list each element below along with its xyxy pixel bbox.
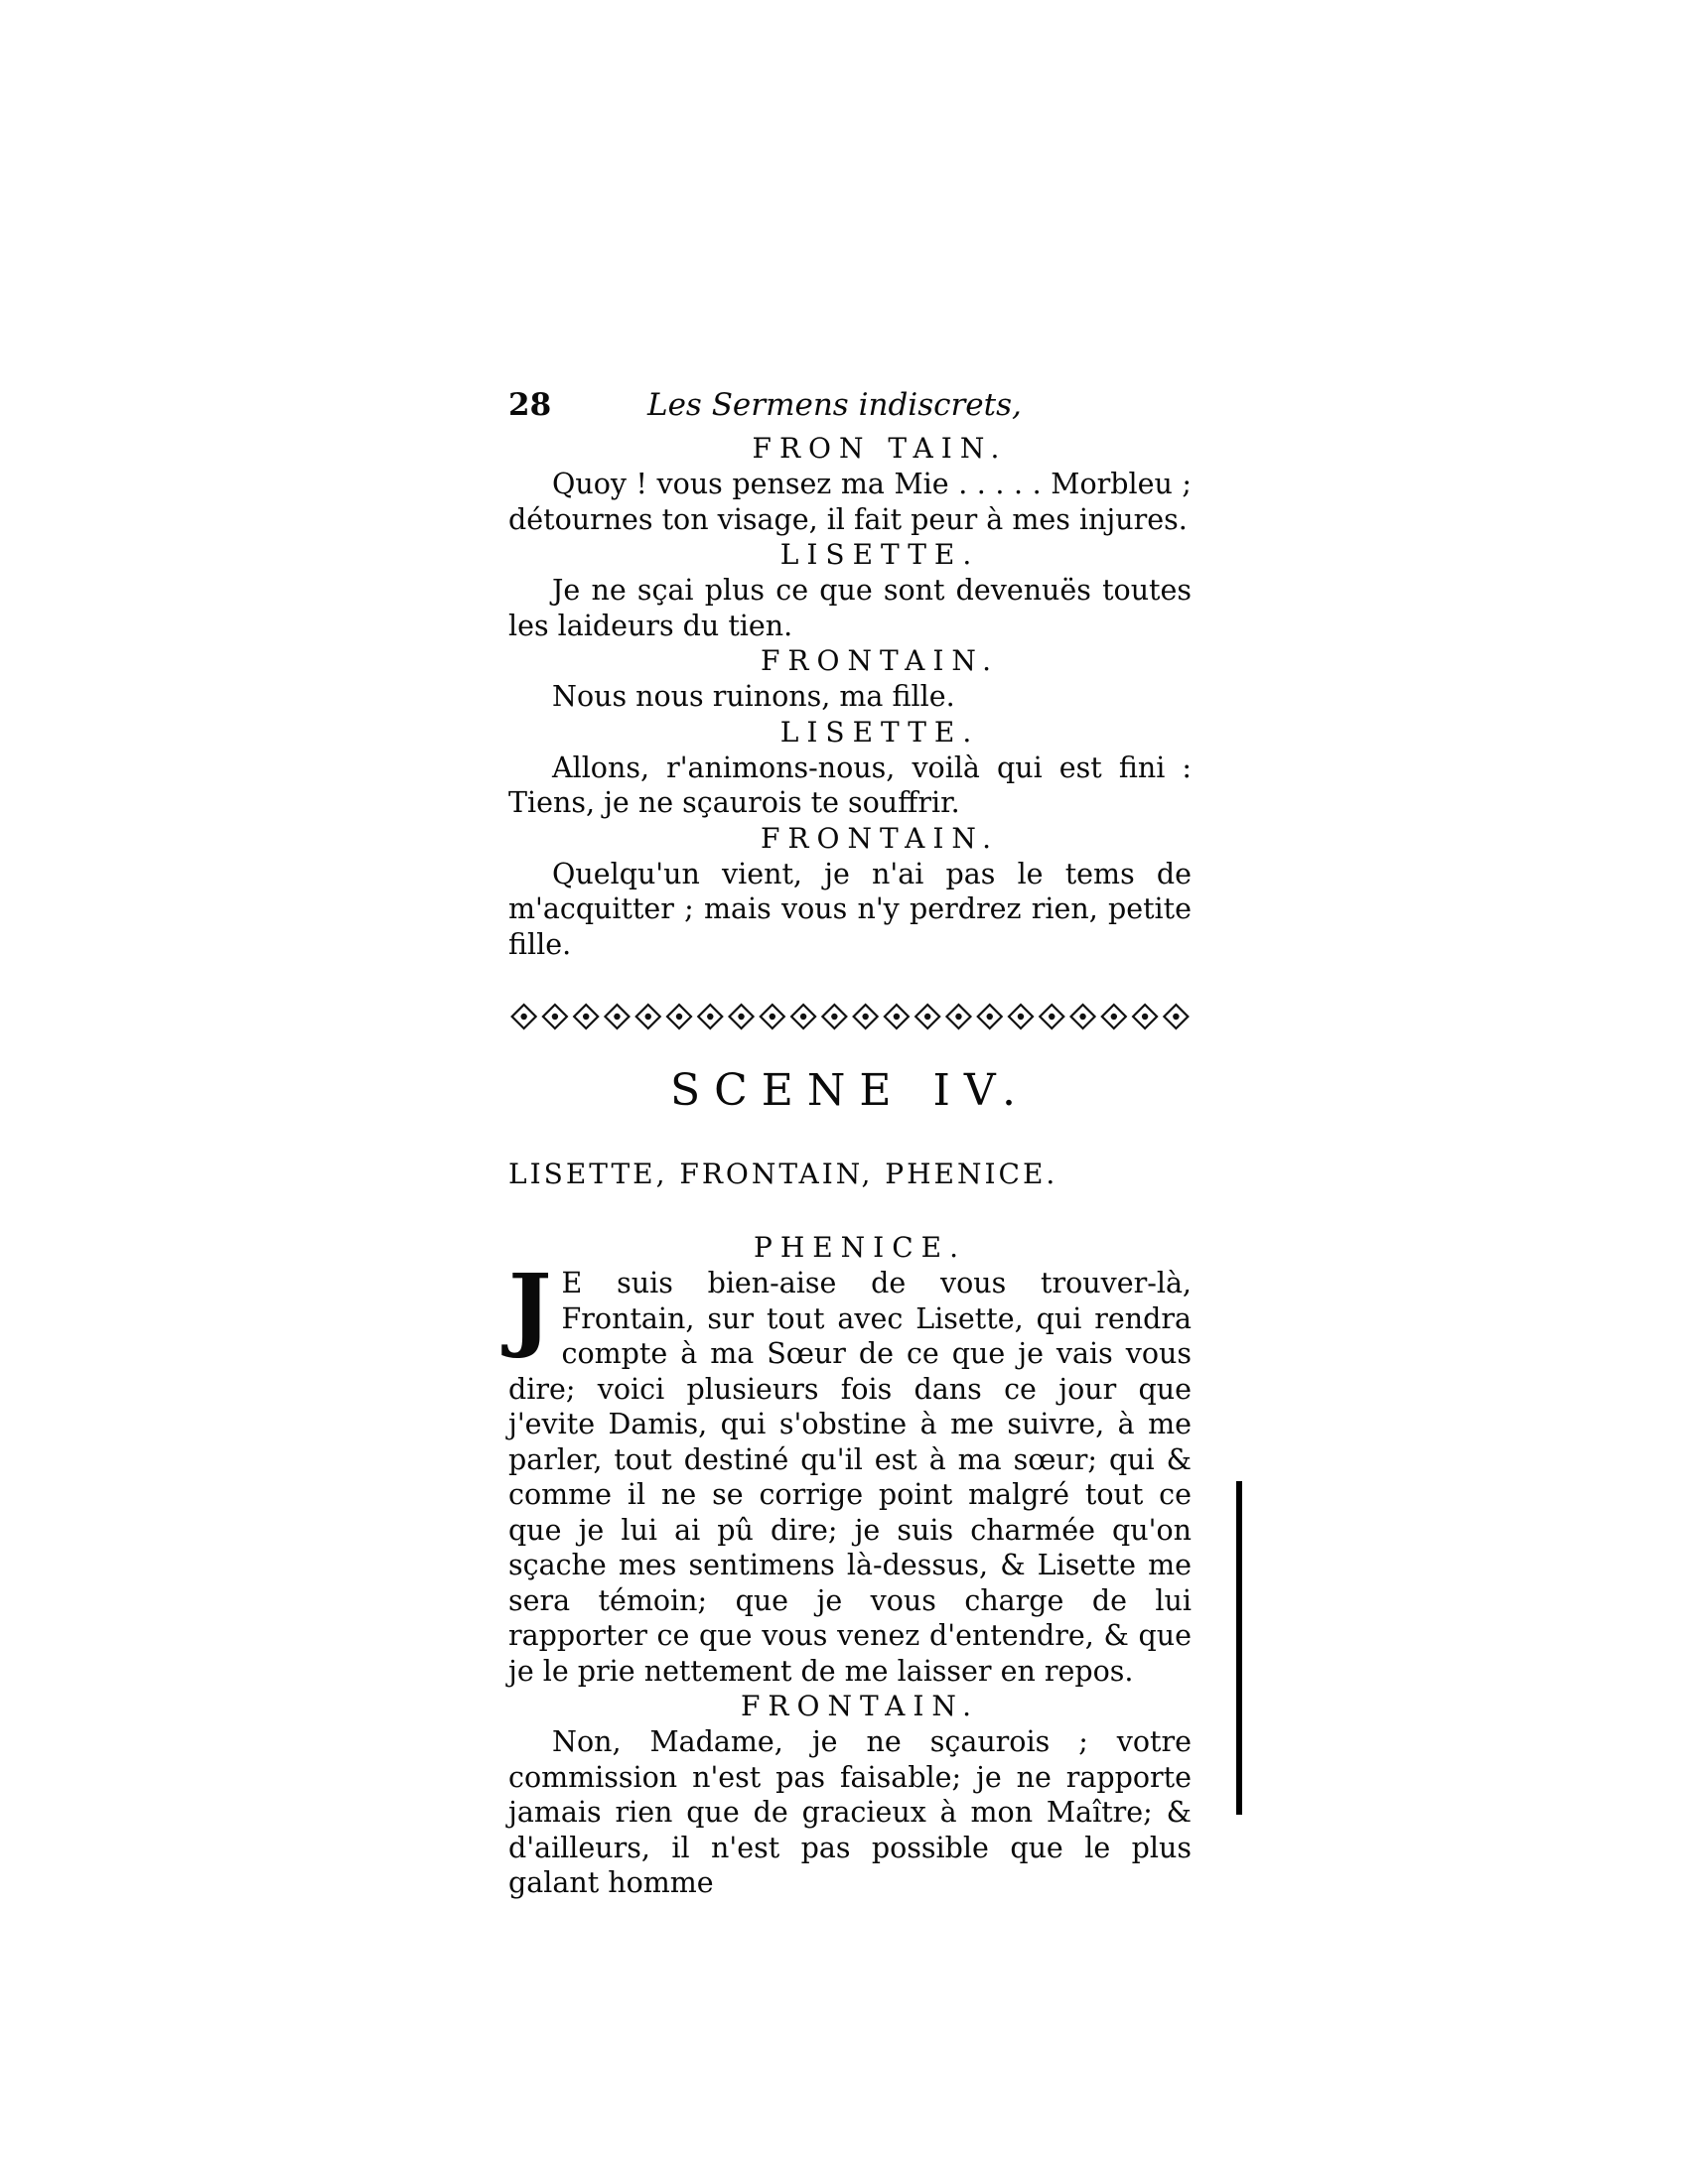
dialogue-text: J E suis bien-aise de vous trouver-là, Frontain, sur tout avec Lisette, qui rendra compte à ma Sœur de ce que je vais vous dire; voici plusieurs fois dans ce jour que j'evite Damis, qui s'obstine à me suivre, à me parler, tout destiné qu'il est à ma sœur; qui & comme il ne se corrige point malgré tout ce que je lui ai pû dire; je suis charmée qu'on sçache mes sentimens là-dessus, & Lisette me sera témoin; que je vous charge de lui rapporter ce que vous venez d'entendre, & que je le prie nettement de me laisser en repos. (508, 1254, 1192, 1688)
dialogue-block (508, 1689, 1192, 1901)
ornament-motif (698, 1005, 722, 1028)
ornament-motif (1040, 1005, 1063, 1028)
dialogue-block (508, 537, 1192, 643)
dialogue-text: Allons, r'animons-nous, voilà qui est fini : Tiens, je ne sçaurois te souffrir. (508, 751, 1192, 819)
ornament-motif (1071, 1005, 1095, 1028)
ornament-motif (946, 1005, 970, 1028)
speaker-name: LISETTE. (779, 715, 980, 749)
dialogue-block (508, 643, 1192, 715)
ornament-motif (822, 1005, 846, 1028)
dialogue-block (508, 1230, 1192, 1689)
running-title: Les Sermens indiscrets, (647, 387, 1022, 423)
drop-cap: J (508, 1254, 552, 1361)
dialogue-text: Quoy ! vous pensez ma Mie . . . . . Morbleu ; détournes ton visage, il fait peur à mes injures. (508, 468, 1192, 536)
dialogue-block (508, 821, 1192, 963)
dialogue-block (508, 431, 1192, 537)
running-header (508, 387, 1192, 431)
ornament-motif (512, 1005, 536, 1028)
dialogue-text: Je ne sçai plus ce que sont devenuës toutes les laideurs du tien. (508, 574, 1192, 642)
speaker-name: LISETTE. (779, 538, 980, 571)
ornament-motif (1164, 1005, 1188, 1028)
dialogue-text: Nous nous ruinons, ma fille. (552, 680, 955, 713)
ornament-motif (761, 1005, 784, 1028)
cast-list: LISETTE, FRONTAIN, PHENICE. (508, 1158, 1058, 1190)
ornament-motif (1009, 1005, 1033, 1028)
ornament-motif (636, 1005, 660, 1028)
ornament-motif (730, 1005, 754, 1028)
ornament-icon (508, 1002, 1192, 1031)
dialogue-text: Quelqu'un vient, je n'ai pas le tems de m'acquitter ; mais vous n'y perdrez rien, petite fille. (508, 857, 1192, 961)
ornament-motif (915, 1005, 939, 1028)
ornament-motif (1133, 1005, 1157, 1028)
speaker-name: FRONTAIN. (741, 1690, 979, 1722)
speaker-name: FRON TAIN. (752, 432, 1008, 465)
ornament-motif (854, 1005, 878, 1028)
page-number: 28 (508, 387, 552, 423)
speaker-name: PHENICE. (753, 1231, 967, 1264)
ornament-motif (978, 1005, 1002, 1028)
speaker-name: FRONTAIN. (761, 821, 999, 855)
scene-heading: SCENE IV. (670, 1065, 1030, 1116)
page-edge-shadow (1236, 1481, 1242, 1815)
book-page (508, 387, 1192, 1901)
dialogue-text: Non, Madame, je ne sçaurois ; votre commission n'est pas faisable; je ne rapporte jamais rien que de gracieux à mon Maître; & d'ailleurs, il n'est pas possible que le plus galant homme (508, 1725, 1192, 1899)
speaker-name: FRONTAIN. (761, 644, 999, 677)
ornament-motif (1102, 1005, 1126, 1028)
ornament-divider (508, 1002, 1192, 1031)
ornament-motif (543, 1005, 567, 1028)
ornament-motif (791, 1005, 815, 1028)
ornament-motif (885, 1005, 909, 1028)
ornament-motif (667, 1005, 691, 1028)
ornament-motif (574, 1005, 598, 1028)
dialogue-block (508, 715, 1192, 821)
ornament-motif (605, 1005, 629, 1028)
